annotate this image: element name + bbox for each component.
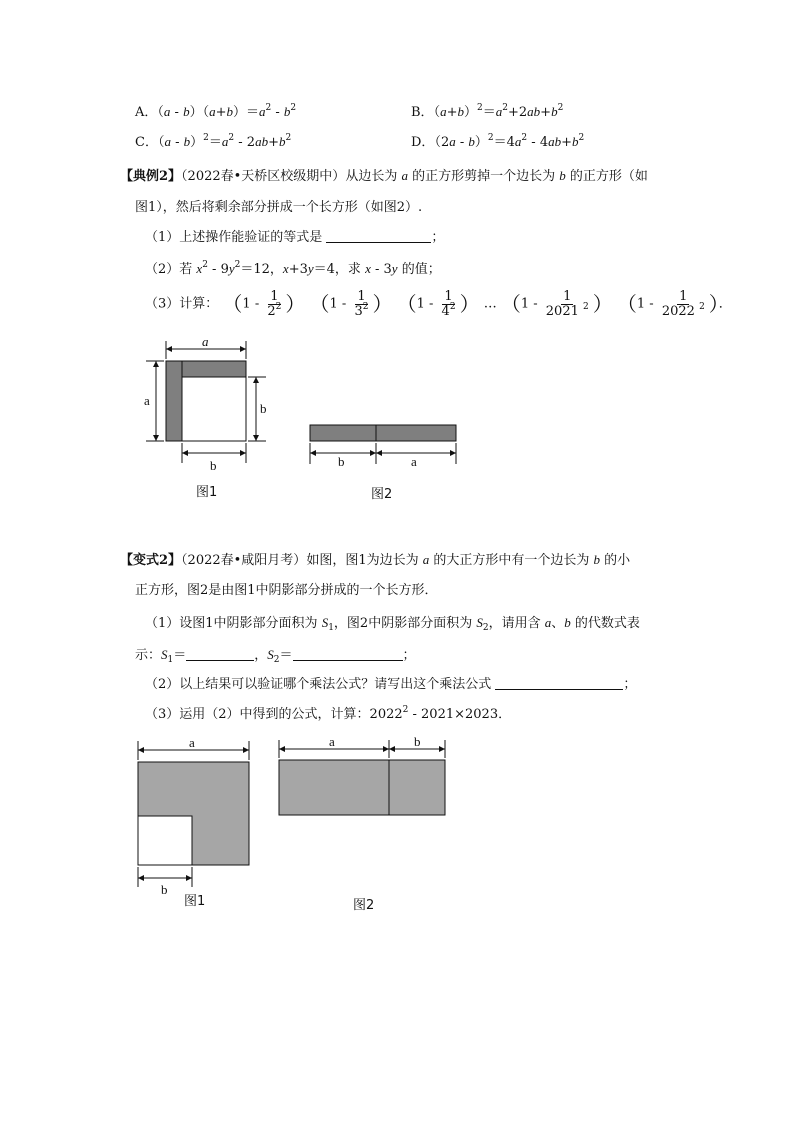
frac-term-5: $\frac{1}{2022 ^2}$: [661, 288, 705, 319]
variant2-figure1: [130, 735, 260, 900]
example2-figure1: [140, 335, 280, 475]
fig1-label-b-bottom: b: [210, 458, 217, 473]
option-b-formula: $(a+b)^2=a^2+2ab+b^2$: [433, 103, 564, 120]
fig2-rect-a: [376, 425, 456, 441]
option-c: C．$(a - b)^2=a^2 - 2ab+b^2$: [135, 133, 292, 150]
variant2-header: [120, 551, 630, 570]
fig1-inner-square: [182, 377, 246, 441]
option-d: D．$(2a - b)^2=4a^2 - 4ab+b^2$: [411, 133, 585, 150]
variant2-q1-line1: （1）设图1中阴影部分面积为 $S_1$，图2中阴影部分面积为 $S_2$，请用含 a、b 的代数式表: [145, 615, 640, 633]
fig1-shade-left: [166, 361, 182, 441]
option-b: B．$(a+b)^2=a^2+2ab+b^2$: [411, 103, 564, 120]
example2-line1: 从边长为 a 的正方形剪掉一个边长为 b 的正方形（如: [345, 168, 648, 184]
v2-fig1-small-square: [138, 816, 192, 865]
example2-figure2: [305, 420, 465, 470]
v2-fig2-rect-b: [389, 760, 445, 815]
variant2-source: （2022春•咸阳月考）: [181, 553, 307, 568]
variant2-s1-blank[interactable]: [186, 647, 254, 661]
variant2-q2: （2）以上结果可以验证哪个乘法公式？请写出这个乘法公式 ；: [145, 677, 637, 692]
variant2-q3: （3）运用（2）中得到的公式，计算：2022$^2$ - 2021×2023．: [145, 705, 512, 722]
example2-source: （2022春•天桥区校级期中）: [181, 169, 346, 184]
example2-q2: （2）若 $x^2 - 9y^2=12$，x+3y＝4，求 x - 3y 的值；: [145, 260, 441, 277]
frac-term-4: $\frac{1}{2021 ^2}$: [545, 288, 589, 319]
option-a: A．$(a - b)(a+b)=a^2 - b^2$: [135, 103, 297, 120]
fig2-label-a: a: [411, 454, 417, 469]
example2-q3: （3）计算： （1 - $\frac{1}{2^2}$ ） （1 - $\frac{1}{3^2}$ ） （1 - $\frac{1}{4^2}$ ） … （1 - $\frac{1}{2021 ^2}$ ） （1 - $\frac{1}{2022 ^2}$ ）．: [145, 288, 732, 319]
frac-term-3: $\frac{1}{4^2}$: [441, 288, 456, 319]
variant2-figure2: [272, 735, 452, 825]
fig1-label-a-top: a: [202, 335, 209, 349]
v2-fig1-label-b: b: [161, 882, 168, 897]
option-a-formula: $(a - b)(a+b)=a^2 - b^2$: [157, 103, 297, 120]
variant2-tag: 【变式2】: [120, 553, 182, 568]
v2-fig1-label-a: a: [189, 735, 195, 750]
fig1-label-b-right: b: [260, 401, 267, 416]
v2-fig2-label-a: a: [329, 735, 335, 749]
frac-term-1: $\frac{1}{2^2}$: [267, 288, 282, 319]
option-d-formula: $(2a - b)^2=4a^2 - 4ab+b^2$: [434, 133, 585, 150]
fig2-label-b: b: [338, 454, 345, 469]
example2-fig2-caption: 图2: [371, 487, 393, 502]
variant2-s2-blank[interactable]: [293, 647, 403, 661]
example2-line2: 图1），然后将剩余部分拼成一个长方形（如图2）.: [135, 200, 423, 215]
example2-header: [120, 167, 648, 186]
example2-fig1-caption: 图1: [196, 485, 218, 500]
example2-q1-blank[interactable]: [326, 229, 431, 243]
fig2-rect-b: [310, 425, 376, 441]
example2-tag: 【典例2】: [120, 169, 182, 184]
variant2-q1-line2: 示：$S_1=$ ，$S_2=$ ；: [135, 647, 416, 665]
frac-term-2: $\frac{1}{3^2}$: [354, 288, 369, 319]
fig1-label-a-left: a: [144, 393, 150, 408]
variant2-fig2-caption: 图2: [353, 898, 375, 913]
v2-fig2-rect-a: [279, 760, 389, 815]
variant2-q2-blank[interactable]: [495, 676, 623, 690]
variant2-fig1-caption: 图1: [184, 894, 206, 909]
example2-q1: （1）上述操作能验证的等式是 ；: [145, 230, 445, 245]
v2-fig2-label-b: b: [414, 735, 421, 749]
variant2-line1: 如图，图1为边长为 a 的大正方形中有一个边长为 b 的小: [306, 552, 631, 568]
option-c-formula: $(a - b)^2=a^2 - 2ab+b^2$: [157, 133, 292, 150]
variant2-line2: 正方形，图2是由图1中阴影部分拼成的一个长方形．: [135, 583, 438, 598]
